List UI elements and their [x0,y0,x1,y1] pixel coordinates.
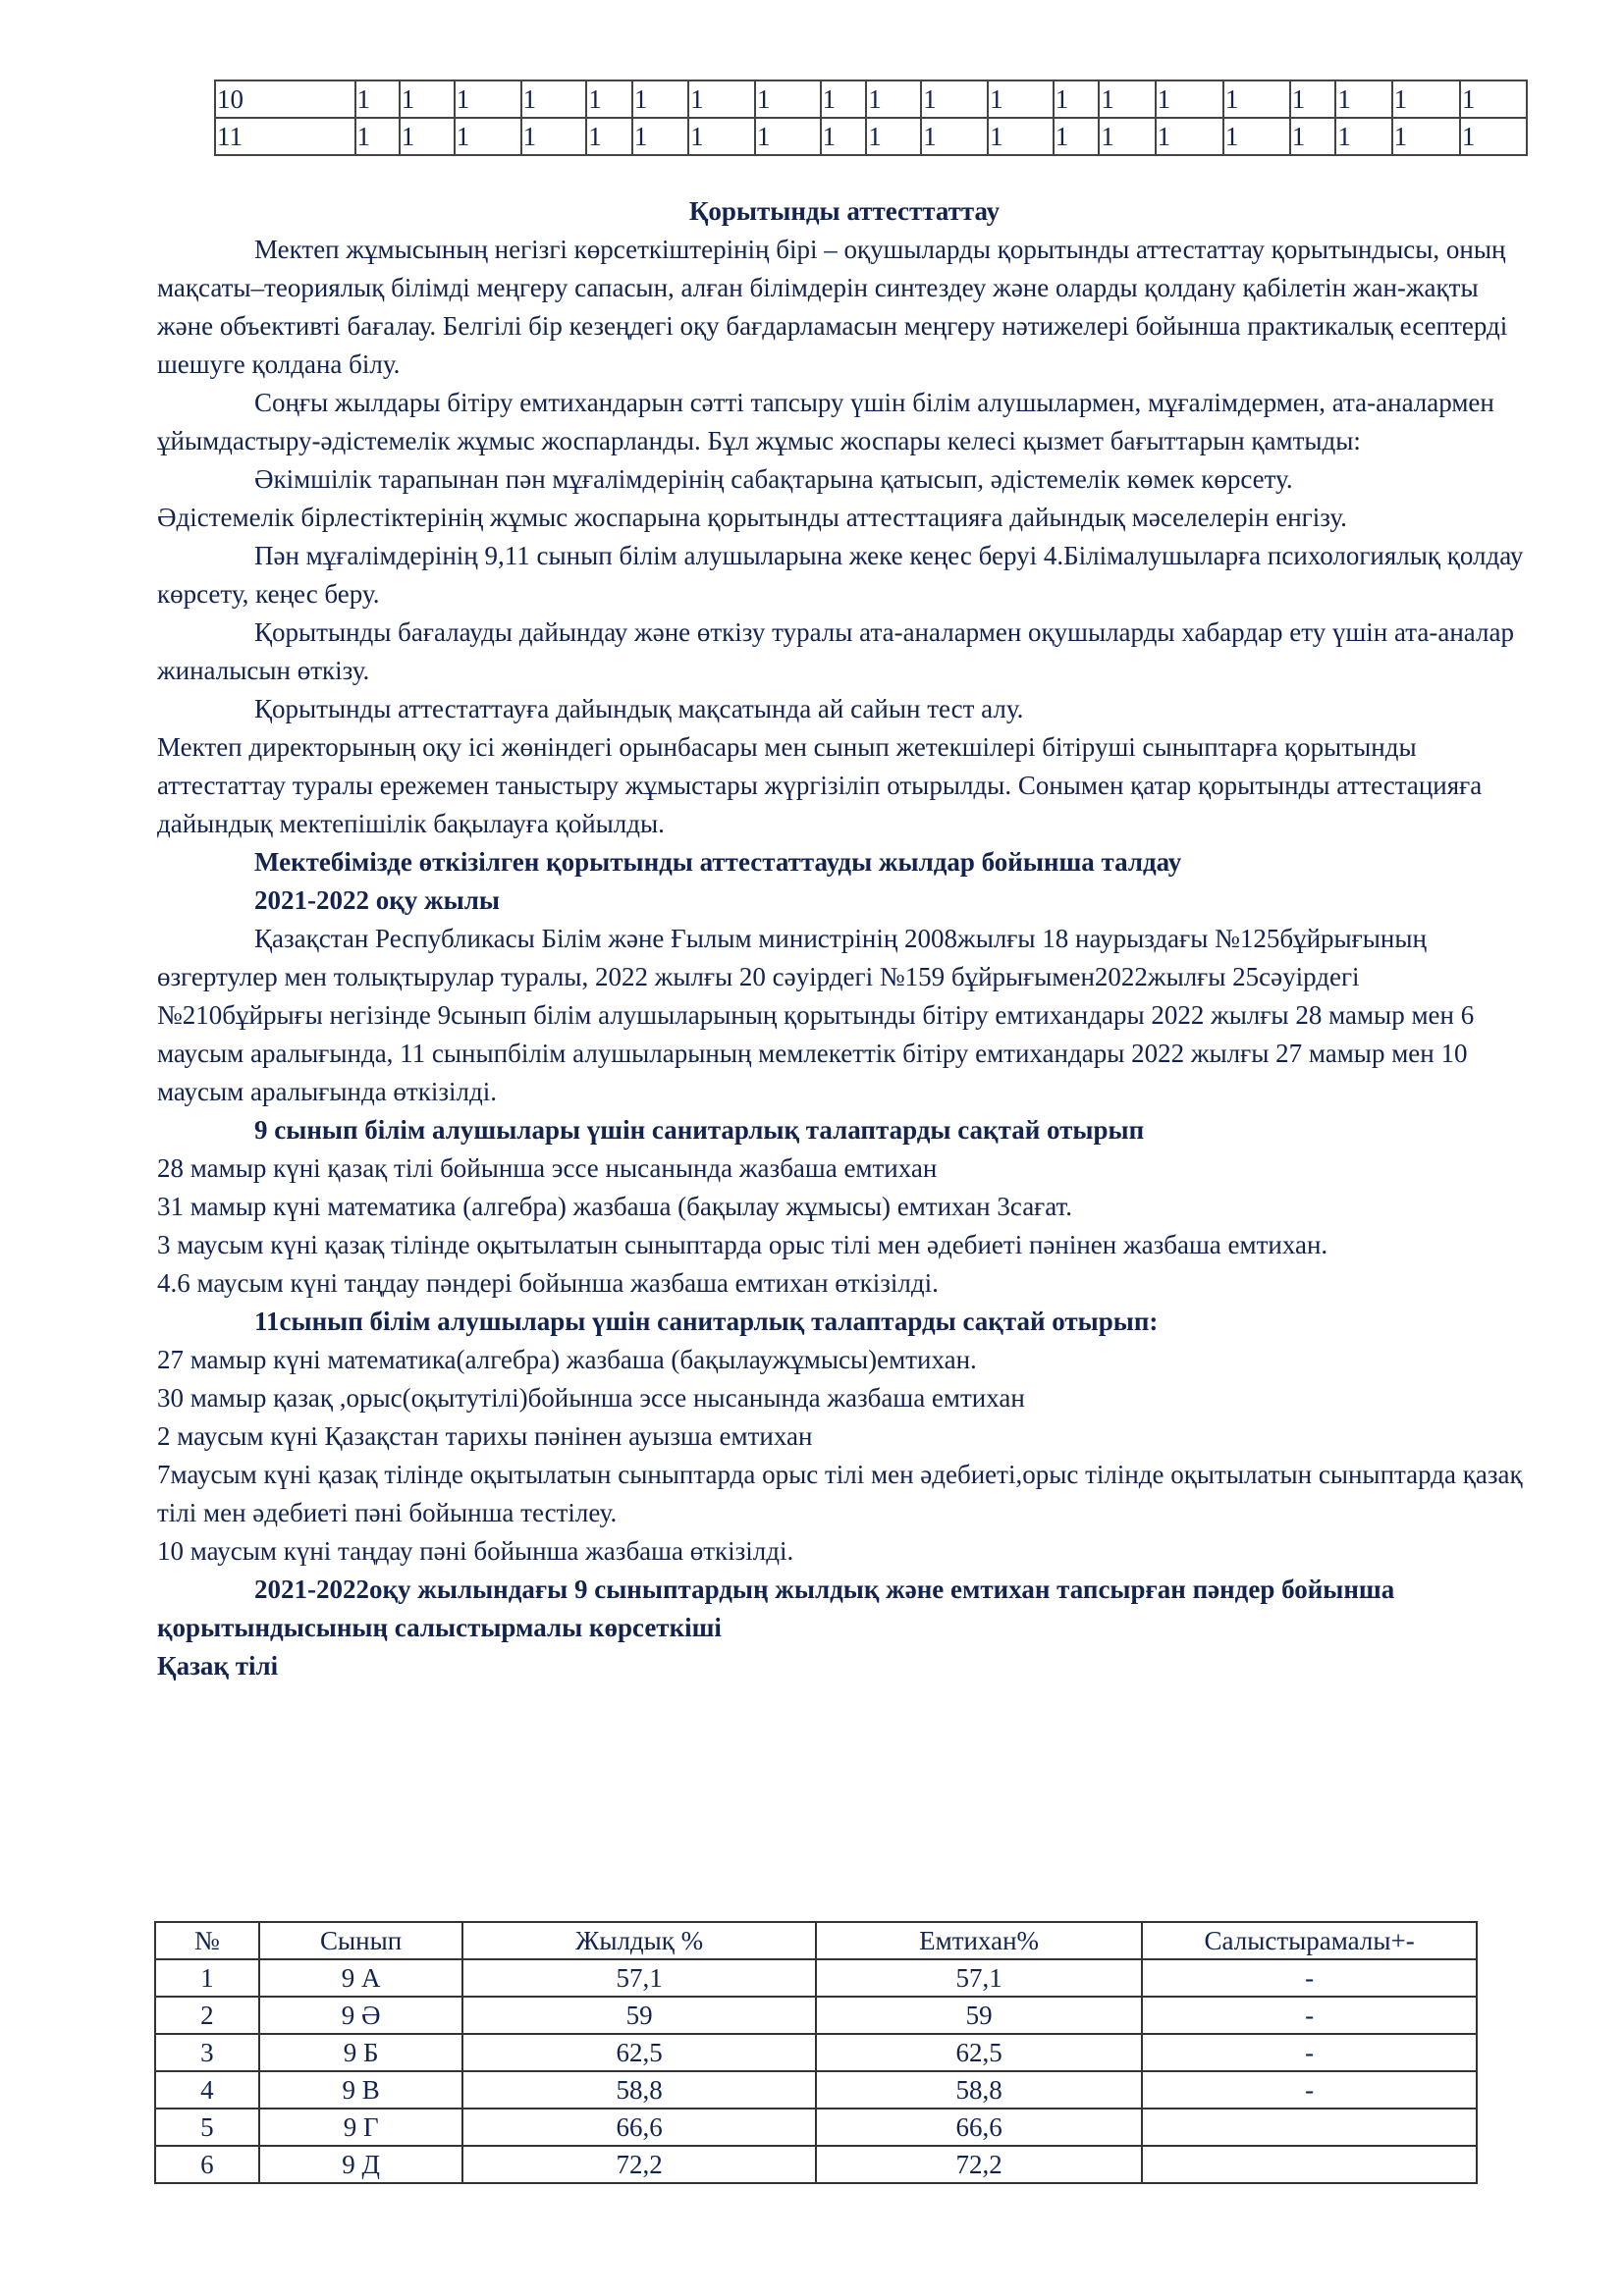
grid-row [215,118,1527,155]
grade9-heading: 9 сынып білім алушылары үшін санитарлық талаптарды сақтай отырып [254,1115,1145,1145]
grid-cell: 1 [521,118,587,155]
paragraph: Мектеп жұмысының негізгі көрсеткіштерінің бірі – оқушыларды қорытынды аттестаттау қорытындысы, оның мақсаты–теориялық білімді меңгеру сапасын, алған білімдерін синтездеу және оларды қолдану қабілетін жан-жақты және объективті бағалау. Белгілі бір кезеңдегі оқу бағдарламасын меңгеру нәтижелері бойынша практикалық есептерді шешуге қолдана білу. [157,235,1508,379]
grid-cell: 1 [1099,118,1155,155]
grade9-item: 31 мамыр күні математика (алгебра) жазбаша (бақылау жұмысы) емтихан 3сағат. [157,1192,1073,1221]
cell-number: 1 [155,1959,259,1997]
grade9-item: 28 мамыр күні қазақ тілі бойынша эссе нысанында жазбаша емтихан [157,1153,938,1183]
grid-row-label: 10 [215,80,355,118]
grid-cell: 1 [755,118,821,155]
grid-cell: 1 [1335,80,1391,118]
grid-cell: 1 [586,80,632,118]
grid-cell: 1 [1099,80,1155,118]
grid-row-label: 11 [215,118,355,155]
grid-cell: 1 [400,118,455,155]
grid-cell: 1 [400,80,455,118]
cell-annual: 72,2 [462,2146,815,2183]
col-header-number: № [155,1922,259,1959]
grade11-item: 10 маусым күні таңдау пәні бойынша жазбаша өткізілді. [157,1536,794,1566]
grid-cell: 1 [1460,118,1527,155]
paragraph: Қорытынды аттестаттауға дайындық мақсатында ай сайын тест алу. [254,694,1024,723]
cell-number: 2 [155,1997,259,2034]
grid-cell: 1 [521,80,587,118]
paragraph: Пән мұғалімдерінің 9,11 сынып білім алушыларына жеке кеңес беруі 4.Білімалушыларға психологиялық қолдау көрсету, кеңес беру. [157,541,1524,609]
grid-cell: 1 [1156,80,1223,118]
cell-comparison: - [1142,2071,1477,2109]
analysis-intro: Қазақстан Республикасы Білім және Ғылым министрінің 2008жылғы 18 наурыздағы №125бұйрығының өзгертулер мен толықтырулар туралы, 2022 жылғы 20 сәуірдегі №159 бұйрығымен2022жылғы 25сәуірдегі №210бұйрығы негізінде 9сынып білім алушыларының қорытынды бітіру емтихандары 2022 жылғы 28 мамыр мен 6 маусым аралығында, 11 сыныпбілім алушыларының мемлекеттік бітіру емтихандары 2022 жылғы 27 мамыр мен 10 маусым аралығында өткізілді. [157,924,1475,1106]
cell-class: 9 Г [259,2109,463,2146]
grid-cell: 1 [455,80,521,118]
grid-cell: 1 [821,80,867,118]
grid-cell: 1 [355,80,400,118]
grid-cell: 1 [1335,118,1391,155]
grid-cell: 1 [632,80,688,118]
grid-cell: 1 [1290,118,1336,155]
cell-exam: 62,5 [816,2034,1142,2071]
grid-cell: 1 [1290,80,1336,118]
cell-comparison: - [1142,2034,1477,2071]
cell-exam: 58,8 [816,2071,1142,2109]
grade11-item: 30 мамыр қазақ ,орыс(оқытутілі)бойынша эссе нысанында жазбаша емтихан [157,1383,1025,1413]
paragraph: Қорытынды бағалауды дайындау және өткізу туралы ата-аналармен оқушыларды хабардар ету үшін ата-аналар жиналысын өткізу. [157,617,1514,685]
cell-comparison: - [1142,1959,1477,1997]
cell-class: 9 Ә [259,1997,463,2034]
grid-cell: 1 [921,118,988,155]
col-header-exam: Емтихан% [816,1922,1142,1959]
grid-cell: 1 [1223,118,1290,155]
results-header-row [155,1922,1477,1959]
cell-annual: 58,8 [462,2071,815,2109]
grid-cell: 1 [688,80,755,118]
subject-heading: Қазақ тілі [157,1651,279,1681]
grid-cell: 1 [1156,118,1223,155]
cell-annual: 57,1 [462,1959,815,1997]
cell-class: 9 В [259,2071,463,2109]
grid-row [215,80,1527,118]
grid-cell: 1 [866,80,921,118]
section-body [157,192,1532,1685]
grid-cell: 1 [988,80,1054,118]
paragraph: Соңғы жылдары бітіру емтихандарын сәтті тапсыру үшін білім алушылармен, мұғалімдермен, ата-аналармен ұйымдастыру-әдістемелік жұмыс жоспарланды. Бұл жұмыс жоспары келесі қызмет бағыттарын қамтыды: [157,388,1494,455]
cell-number: 4 [155,2071,259,2109]
cell-number: 5 [155,2109,259,2146]
grid-cell: 1 [821,118,867,155]
grid-cell: 1 [1223,80,1290,118]
cell-comparison [1142,2146,1477,2183]
grade11-heading: 11сынып білім алушылары үшін санитарлық талаптарды сақтай отырып: [254,1307,1159,1336]
analysis-heading: Мектебімізде өткізілген қорытынды аттестаттауды жылдар бойынша талдау [254,847,1182,877]
grid-cell: 1 [1392,80,1460,118]
grade11-item: 2 маусым күні Қазақстан тарихы пәнінен ауызша емтихан [157,1421,813,1451]
col-header-annual: Жылдық % [462,1922,815,1959]
cell-number: 3 [155,2034,259,2071]
grid-cell: 1 [866,118,921,155]
grid-cell: 1 [921,80,988,118]
cell-comparison [1142,2109,1477,2146]
paragraph: Әдістемелік бірлестіктерінің жұмыс жоспарына қорытынды аттесттацияға дайындық мәселелерін енгізу. [157,503,1347,532]
grade9-item: 3 маусым күні қазақ тілінде оқытылатын сыныптарда орыс тілі мен әдебиеті пәнінен жазбаша емтихан. [157,1230,1328,1259]
grid-cell: 1 [1054,80,1100,118]
grid-cell: 1 [1054,118,1100,155]
cell-exam: 59 [816,1997,1142,2034]
cell-class: 9 Б [259,2034,463,2071]
grid-cell: 1 [586,118,632,155]
results-row [155,2109,1477,2146]
results-row [155,1997,1477,2034]
grid-cell: 1 [755,80,821,118]
analysis-year: 2021-2022 оқу жылы [254,885,500,915]
cell-class: 9 Д [259,2146,463,2183]
results-row [155,1959,1477,1997]
section-title: Қорытынды аттесттаттау [688,196,1001,226]
col-header-class: Сынып [259,1922,463,1959]
grid-cell: 1 [632,118,688,155]
results-row [155,2071,1477,2109]
cell-annual: 59 [462,1997,815,2034]
top-table [214,80,1528,156]
cell-number: 6 [155,2146,259,2183]
grid-cell: 1 [355,118,400,155]
comparison-heading: 2021-2022оқу жылындағы 9 сыныптардың жылдық және емтихан тапсырған пәндер бойынша қорытындысының салыстырмалы көрсеткіші [157,1575,1395,1642]
grade11-item: 7маусым күні қазақ тілінде оқытылатын сыныптарда орыс тілі мен әдебиеті,орыс тілінде оқытылатын сыныптарда қазақ тілі мен әдебиеті пәні бойынша тестілеу. [157,1460,1523,1527]
grade9-item: 4.6 маусым күні таңдау пәндері бойынша жазбаша емтихан өткізілді. [157,1268,939,1298]
cell-annual: 62,5 [462,2034,815,2071]
col-header-comparison: Салыстырамалы+- [1142,1922,1477,1959]
results-row [155,2146,1477,2183]
grid-cell: 1 [688,118,755,155]
grid-cell: 1 [988,118,1054,155]
cell-exam: 66,6 [816,2109,1142,2146]
grid-cell: 1 [1392,118,1460,155]
cell-class: 9 А [259,1959,463,1997]
cell-exam: 57,1 [816,1959,1142,1997]
grid-cell: 1 [455,118,521,155]
grade11-item: 27 мамыр күні математика(алгебра) жазбаша (бақылаужұмысы)емтихан. [157,1345,977,1374]
cell-exam: 72,2 [816,2146,1142,2183]
cell-annual: 66,6 [462,2109,815,2146]
results-table [154,1921,1478,2184]
cell-comparison: - [1142,1997,1477,2034]
grid-cell: 1 [1460,80,1527,118]
results-row [155,2034,1477,2071]
paragraph: Мектеп директорының оқу ісі жөніндегі орынбасары мен сынып жетекшілері бітіруші сыныптарға қорытынды аттестаттау туралы ережемен таныстыру жұмыстары жүргізіліп отырылды. Сонымен қатар қорытынды аттестацияға дайындық мектепішілік бақылауға қойылды. [157,732,1483,838]
paragraph: Әкімшілік тарапынан пән мұғалімдерінің сабақтарына қатысып, әдістемелік көмек көрсету. [254,464,1293,494]
